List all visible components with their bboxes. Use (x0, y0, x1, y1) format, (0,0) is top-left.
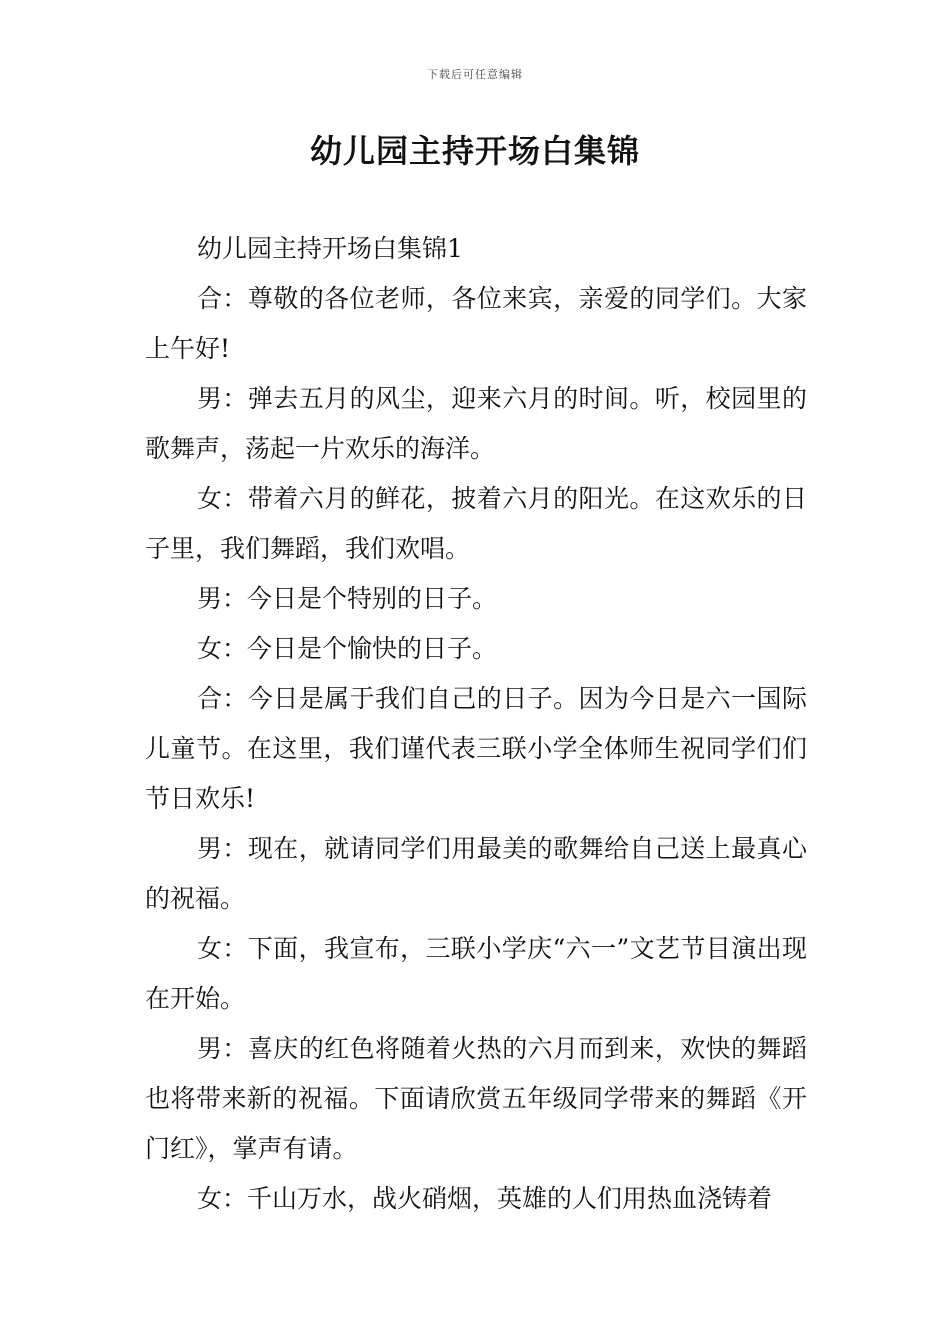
paragraph-subtitle: 幼儿园主持开场白集锦1 (197, 234, 463, 263)
paragraph: 女：千山万水，战火硝烟，英雄的人们用热血浇铸着 (197, 1184, 773, 1213)
document-body (145, 224, 807, 1224)
paragraph: 男：现在，就请同学们用最美的歌舞给自己送上最真心的祝福。 (145, 834, 807, 913)
paragraph: 合：尊敬的各位老师，各位来宾，亲爱的同学们。大家上午好! (145, 284, 807, 363)
document-title: 幼儿园主持开场白集锦 (309, 132, 640, 170)
paragraph: 女：下面，我宣布，三联小学庆“六一”文艺节目演出现在开始。 (145, 934, 807, 1013)
paragraph: 合：今日是属于我们自己的日子。因为今日是六一国际儿童节。在这里，我们谨代表三联小学全体师生祝同学们们节日欢乐! (145, 684, 807, 813)
paragraph: 男：喜庆的红色将随着火热的六月而到来，欢快的舞蹈也将带来新的祝福。下面请欣赏五年级同学带来的舞蹈《开门红》，掌声有请。 (145, 1034, 807, 1163)
paragraph: 女：今日是个愉快的日子。 (197, 634, 498, 663)
paragraph: 女：带着六月的鲜花，披着六月的阳光。在这欢乐的日子里，我们舞蹈，我们欢唱。 (145, 484, 807, 563)
header-note: 下载后可任意编辑 (427, 68, 523, 81)
paragraph: 男：今日是个特别的日子。 (197, 584, 498, 613)
paragraph: 男：弹去五月的风尘，迎来六月的时间。听，校园里的歌舞声，荡起一片欢乐的海洋。 (145, 384, 807, 463)
